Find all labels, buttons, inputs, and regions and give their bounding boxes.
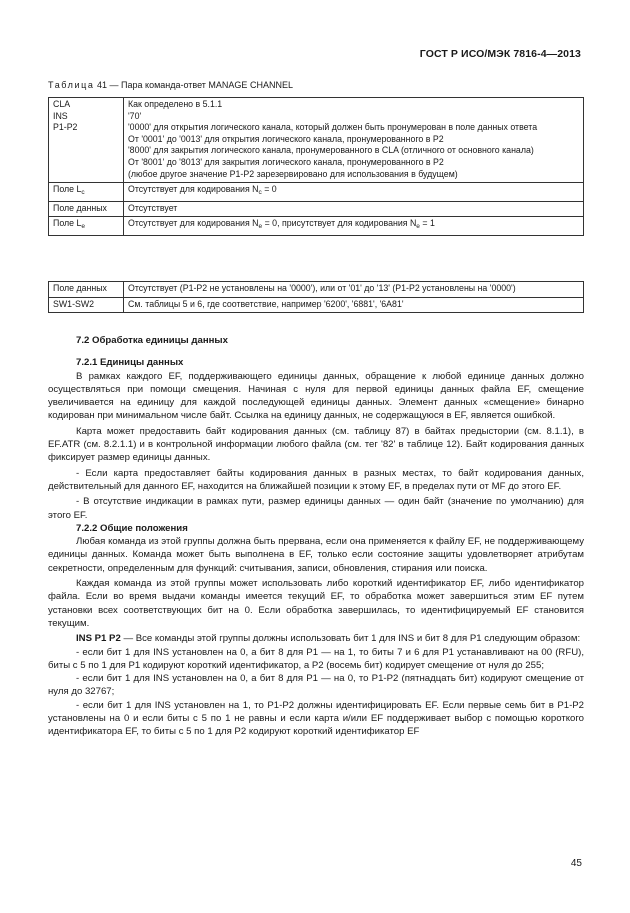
paragraph: - Если карта предоставляет байты кодирования данных в разных местах, то байт кодирования данных, действительный для данного EF, находится на ближайшей позиции к этому EF, в пределах пути от MF до этого EF. xyxy=(48,467,584,492)
value-sw: См. таблицы 5 и 6, где соответствие, например '6200', '6881', '6A81' xyxy=(124,297,584,313)
table-row xyxy=(49,282,584,298)
field-data: Поле данных xyxy=(49,282,124,298)
list-item: - если бит 1 для INS установлен на 0, а бит 8 для P1 — на 0, то P1-P2 (пятнадцать бит) кодируют смещение от нуля до 32767; xyxy=(48,673,584,698)
paragraph: Любая команда из этой группы должна быть прервана, если она применяется к файлу EF, не поддерживающему единицы данных. Команда может быть выполнена в EF, только если состояние защиты удовлетворяет атрибутам секретности, определенным для функций: считывания, записи, обновления, стирания или поиска. xyxy=(48,536,584,574)
paragraph: - В отсутствие индикации в рамках пути, размер единицы данных — один байт (значение по умолчанию) для этого EF. xyxy=(48,496,584,521)
value-line: (любое другое значение P1-P2 зарезервировано для использования в будущем) xyxy=(128,168,458,179)
field-le: Поле $L_e$ xyxy=(49,217,124,236)
field-ins: INS xyxy=(53,110,68,121)
value-le: Отсутствует для кодирования $N_e = 0$, присутствует для кодирования $N_e = 1$ xyxy=(124,217,584,236)
list-item: - если бит 1 для INS установлен на 1, то P1-P2 должны идентифицировать EF. Если первые семь бит в P1-P2 установлены на 0 и если биты с 5 по 1 не равны и если карта и/или EF поддерживает выбор с помощью короткого идентификатора EF, то биты с 5 по 1 для P2 кодируют короткий идентификатор EF xyxy=(48,699,584,738)
command-table xyxy=(48,97,584,236)
value-line: От '8001' до '8013' для закрытия логического канала, пронумерованного в P2 xyxy=(128,156,444,167)
value-data: Отсутствует xyxy=(124,201,584,217)
field-cla: CLA xyxy=(53,99,71,109)
caption-title: — Пара команда-ответ MANAGE CHANNEL xyxy=(109,80,293,90)
caption-label: Таблица xyxy=(48,80,95,90)
value-data: Отсутствует (P1-P2 не установлены на '0000'), или от '01' до '13' (P1-P2 установлены на '0000') xyxy=(124,282,584,298)
value-line: Как определено в 5.1.1 xyxy=(128,99,223,109)
response-table xyxy=(48,281,584,313)
subsection-heading: 7.2.1 Единицы данных xyxy=(76,357,184,369)
term-ins-p1-p2: INS P1 P2 xyxy=(76,633,121,645)
field-data: Поле данных xyxy=(49,201,124,217)
value-line: '8000' для закрытия логического канала, пронумерованного в CLA (отличного от основного канала) xyxy=(128,145,534,156)
paragraph: В рамках каждого EF, поддерживающего единицы данных, обращение к любой единице данных должно осуществляться при помощи смещения. Начиная с нуля для первой единицы данных файла EF, смещение увеличивается на единицу для каждой последующей единицы данных. Элемент данных «смещение» бинарно кодирован при минимальном числе байт. Ссылка на единицу данных, не содержащуюся в EF, является ошибкой. xyxy=(48,370,584,422)
value-line: '0000' для открытия логического канала, который должен быть пронумерован в поле данных ответа xyxy=(128,122,538,133)
subsection-heading: 7.2.2 Общие положения xyxy=(76,522,188,534)
value-lc: Отсутствует для кодирования $N_c = 0$ xyxy=(124,183,584,202)
table-caption xyxy=(48,80,293,90)
table-row xyxy=(49,183,584,202)
paragraph: Карта может предоставить байт кодирования данных (см. таблицу 87) в байтах предыстории (см. 8.1.1), в EF.ATR (см. 8.2.1.1) и в контрольной информации любого файла (см. тег '82' в таблице 12). Байт кодирования данных фиксирует размер единицы данных. xyxy=(48,425,584,464)
body-text xyxy=(48,334,584,739)
section-heading: 7.2 Обработка единицы данных xyxy=(76,335,228,346)
table-row xyxy=(49,98,584,183)
paragraph: INS P1 P2 — Все команды этой группы должны использовать бит 1 для INS и бит 8 для P1 следующим образом: xyxy=(76,633,581,645)
page-number: 45 xyxy=(570,858,582,869)
list-item: - если бит 1 для INS установлен на 0, а бит 8 для P1 — на 1, то биты 7 и 6 для P1 устанавливают на 00 (RFU), биты с 5 по 1 для P1 кодируют короткий идентификатор, а P2 (восемь бит) кодирует смещение от нуля до 255; xyxy=(48,646,584,671)
value-line: От '0001' до '0013' для открытия логического канала, пронумерованного в P2 xyxy=(128,133,444,144)
table-row xyxy=(49,217,584,236)
field-sw: SW1-SW2 xyxy=(49,297,124,313)
table-row xyxy=(49,201,584,217)
field-cell xyxy=(49,98,124,183)
paragraph: Каждая команда из этой группы может использовать либо короткий идентификатор EF, либо идентификатор файла. Если во время выдачи команды имеется текущий EF, то обработка может завершиться этим EF путем установки всех соответствующих бит на 0. Если обработка завершилась, то идентифицируемый EF становится текущим. xyxy=(48,578,584,629)
document-header: ГОСТ Р ИСО/МЭК 7816-4—2013 xyxy=(419,48,581,60)
table-row xyxy=(49,297,584,313)
caption-number: 41 xyxy=(97,80,108,90)
value-cell xyxy=(124,98,584,183)
value-line: '70' xyxy=(128,110,142,121)
field-p1p2: P1-P2 xyxy=(53,122,78,133)
field-lc: Поле $L_c$ xyxy=(49,183,124,202)
